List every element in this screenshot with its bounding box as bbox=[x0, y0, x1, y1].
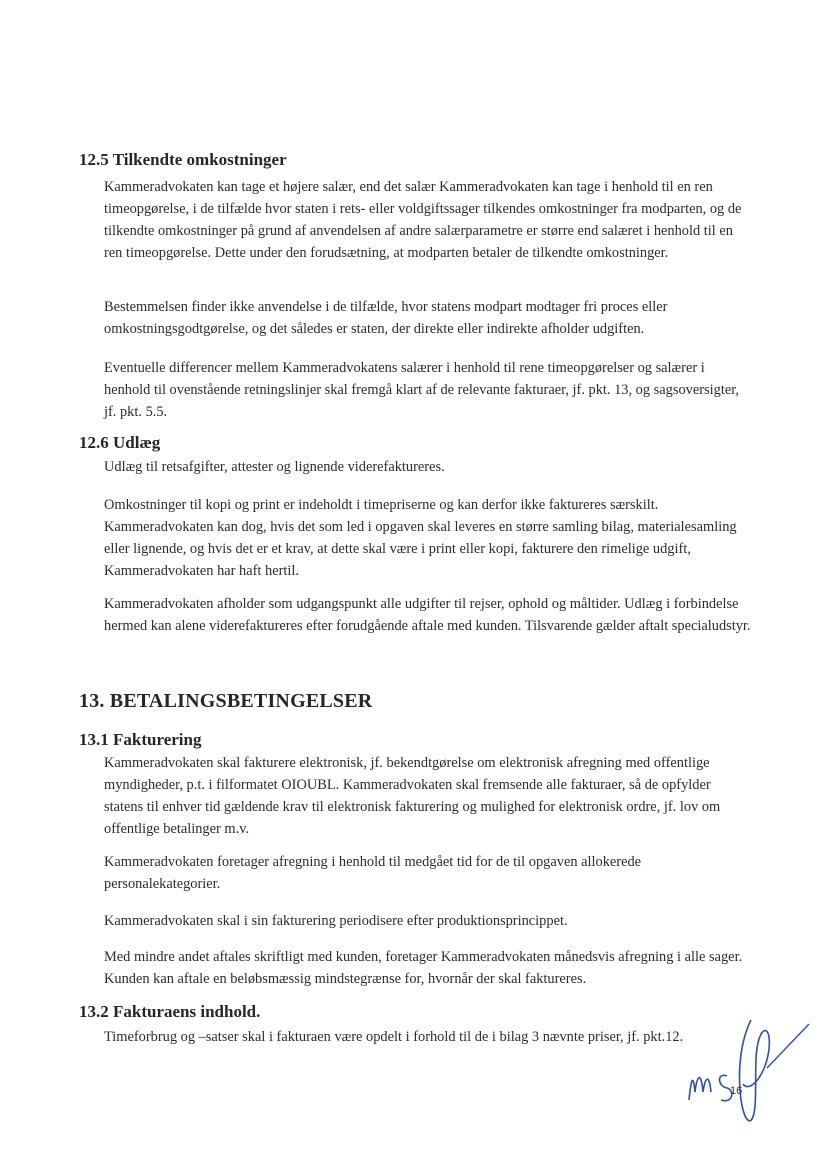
section-12-5-paragraph-3: Eventuelle differencer mellem Kammeradvokatens salærer i henhold til rene timeopgørelser og salærer i henhold til ovenstående retningslinjer skal fremgå klart af de relevante fakturaer, jf. pkt. 13, og sagsoversigter, jf. pkt. 5.5. bbox=[104, 360, 740, 420]
section-12-6-paragraph-2: Omkostninger til kopi og print er indeholdt i timepriserne og kan derfor ikke faktureres særskilt. Kammeradvokaten kan dog, hvis det som led i opgaven skal leveres en større samling bilag, materialesamling eller lignende, og hvis det er et krav, at dette skal være i print eller kopi, fakturere den rimelige udgift, Kammeradvokaten har haft hertil. bbox=[104, 497, 737, 579]
section-12-5-paragraph-1: Kammeradvokaten kan tage et højere salær, end det salær Kammeradvokaten kan tage i henhold til en ren timeopgørelse, i de tilfælde hvor staten i rets- eller voldgiftssager tilkendes omkostninger fra modparten, og de tilkendte omkostninger på grund af anvendelsen af andre salærparametre er større end salæret i henhold til en ren timeopgørelse. Dette under den forudsætning, at modparten betaler de tilkendte omkostninger. bbox=[104, 179, 742, 261]
handwritten-initials-signature bbox=[683, 1010, 813, 1135]
section-13-1-heading: 13.1 Fakturering bbox=[79, 730, 202, 749]
section-13-2-paragraph-1: Timeforbrug og –satser skal i fakturaen være opdelt i forhold til de i bilag 3 nævnte priser, jf. pkt.12. bbox=[104, 1029, 684, 1045]
section-13-1-paragraph-2: Kammeradvokaten foretager afregning i henhold til medgået tid for de til opgaven allokerede personalekategorier. bbox=[104, 854, 642, 892]
section-12-6-paragraph-3: Kammeradvokaten afholder som udgangspunkt alle udgifter til rejser, ophold og måltider. Udlæg i forbindelse hermed kan alene viderefaktureres efter forudgående aftale med kunden. Tilsvarende gælder aftalt specialudstyr. bbox=[104, 596, 751, 634]
section-12-5-heading: 12.5 Tilkendte omkostninger bbox=[79, 150, 287, 169]
page-number: 16 bbox=[730, 1085, 743, 1097]
section-13-2-heading: 13.2 Fakturaens indhold. bbox=[79, 1002, 261, 1021]
section-13-1-paragraph-3: Kammeradvokaten skal i sin fakturering periodisere efter produktionsprincippet. bbox=[104, 913, 568, 929]
section-12-5-paragraph-2: Bestemmelsen finder ikke anvendelse i de tilfælde, hvor statens modpart modtager fri proces eller omkostningsgodtgørelse, og det således er staten, der direkte eller indirekte afholder udgiften. bbox=[104, 299, 668, 337]
section-13-1-paragraph-4: Med mindre andet aftales skriftligt med kunden, foretager Kammeradvokaten månedsvis afregning i alle sager. Kunden kan aftale en beløbsmæssig mindstegrænse for, hvornår der skal faktureres. bbox=[104, 949, 743, 987]
section-12-6-heading: 12.6 Udlæg bbox=[79, 433, 161, 452]
section-12-6-paragraph-1: Udlæg til retsafgifter, attester og lignende viderefaktureres. bbox=[104, 459, 445, 475]
section-13-1-paragraph-1: Kammeradvokaten skal fakturere elektronisk, jf. bekendtgørelse om elektronisk afregning med offentlige myndigheder, p.t. i filformatet OIOUBL. Kammeradvokaten skal fremsende alle fakturaer, så de opfylder statens til enhver tid gældende krav til elektronisk fakturering og mulighed for elektronisk ordre, jf. lov om offentlige betalinger m.v. bbox=[104, 755, 721, 837]
section-13-heading: 13. BETALINGSBETINGELSER bbox=[79, 690, 373, 712]
